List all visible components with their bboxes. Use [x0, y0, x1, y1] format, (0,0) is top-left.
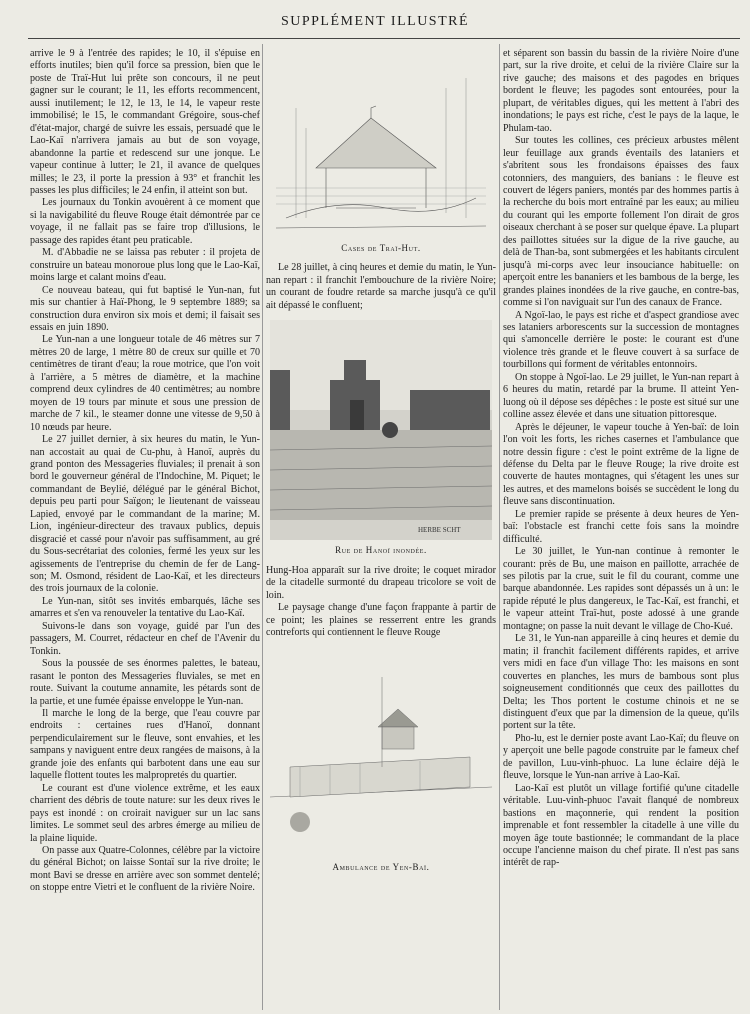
- paragraph: Le 27 juillet dernier, à six heures du matin, le Yun-nan accostait au quai de Cu-phu, à Hanoï, auprès du grand ponton des Messageries fluviales; il prenait à son bord le gouverneur général de l'Indochine, M. Piquet; le commandant de Beylié, délégué par le général Bichot, depuis peu parti pour Saïgon; le lieutenant de vaisseau Lapied, envoyé par le commandant de la marine; M. Lion, ingénieur-directeur des travaux publics, depuis disgracié et cassé pour n'avoir pas suffisamment, au gré du Sous-secrétariat des colonies, fermé les yeux sur les agissements de l'entreprise du chemin de fer de Lang-son; M. Osmond, résident de Lao-Kaï, et les directeurs des trois journaux de la colonie.: [30, 434, 260, 595]
- paragraph: Ce nouveau bateau, qui fut baptisé le Yun-nan, fut mis sur chantier à Haï-Phong, le 9 septembre 1889; sa construction dura environ six mois et demi; il faisait ses essais en juin 1890.: [30, 284, 260, 333]
- paragraph: Il marche le long de la berge, que l'eau couvre par endroits : certaines rues d'Hanoï, donnant perpendiculairement sur le fleuve, sont envahies, et les sampans y naviguent entre deux rangées de maisons, à la grande joie des enfants qui barbotent dans une eau sur laquelle flottent toutes les malpropretés du quartier.: [30, 708, 260, 782]
- paragraph: Après le déjeuner, le vapeur touche à Yen-baï: de loin l'on voit les forts, les riches casernes et l'ambulance que notre dessin figure : c'est le point extrême de la ligne de défense du Delta par le fleuve Rouge; la rive droite est couverte de hautes montagnes, qui s'étagent les unes sur les autres, et des mamelons boisés se succèdent le long du fleuve sans discontinuation.: [503, 421, 739, 508]
- paragraph: Le 31, le Yun-nan appareille à cinq heures et demie du matin; il franchit facilement différents rapides, et arrive vers midi en face d'un village Tho: les maisons en sont couvertes en planches, les murs de bambous sont plus soigneusement conditionnés que ceux des paillottes du Delta; les Thos portent le costume chinois et ne se distinguent d'eux que par la dimension de la queue, qu'ils portent sur la tête.: [503, 633, 739, 732]
- right-column: [503, 48, 739, 1008]
- paragraph: Le Yun-nan, sitôt ses invités embarqués, lâche ses amarres et s'en va renouveler la tentative du Lao-Kaï.: [30, 595, 260, 620]
- illustration-cases-trai-hut: [276, 48, 486, 238]
- paragraph: Le 28 juillet, à cinq heures et demie du matin, le Yun-nan repart : il franchit l'embouchure de la rivière Noire; un courant de foudre retarde sa marche jusqu'à ce qu'il ait dépassé le confluent;: [266, 262, 496, 311]
- paragraph: arrive le 9 à l'entrée des rapides; le 10, il s'épuise en efforts inutiles; bien qu'il force sa pression, bien que le poste de Traï-Hut lui prête son concours, il ne peut gagner sur le courant; le 11, les efforts recommencent, aussi inutilement; le 12, le 13, le 14, le vapeur reste immobilisé; le 15, le commandant Grégoire, sous-chef d'état-major, chargé de suivre les essais, persuadé que le Lao-Kaï n'arrivera jamais au but de son voyage, abandonne la partie et redescend sur une jonque. Le vapeur continue à lutter; le 21, il avance de quelques milles; le 23, il porte la pression à 93° et franchit les passes les plus difficiles; le 24 enfin, il atteint son but.: [30, 48, 260, 196]
- paragraph: Sur toutes les collines, ces précieux arbustes mêlent leur feuillage aux grands éventails des lataniers et s'abritent sous les frondaisons épaisses des faux cotonniers, des manguiers, des banians : le fleuve est couvert de légers paniers, montés par des hommes partis à la recherche du bois mort entraîné par les eaux; au milieu du courant qui les emporte follement l'on dirait de gros oiseaux cherchant à se poser sur quelque épave. La plupart des paillottes situées sur la digue de la rive gauche, au delà de Than-ba, sont submergées et les habitants circulent jusqu'à mi-corps avec leur insouciance habituelle: on aperçoit entre les bananiers et les bambous de la berge, les grandes plaines inondées de la rive gauche, en contre-bas, comme si l'on naviguait sur l'un des canaux de France.: [503, 135, 739, 309]
- paragraph: Suivons-le dans son voyage, guidé par l'un des passagers, M. Courret, rédacteur en chef de l'Avenir du Tonkin.: [30, 620, 260, 657]
- paragraph: Le 30 juillet, le Yun-nan continue à remonter le courant: près de Bu, une maison en paillotte, arrachée de ses pilotis par la crue, suit le fil du courant, comme une barque abandonnée. Les rapides sont dépassés un à un: le rapide réputé le plus dangereux, le Tac-Kaï, est franchi, et le vapeur atteint Traï-hut, poste adossé à une grande montagne; on passe la nuit devant le village de Cho-Kué.: [503, 546, 739, 632]
- paragraph: Le courant est d'une violence extrême, et les eaux charrient des débris de toute nature: sur les deux rives le pays est inondé : on croirait naviguer sur un lac sans limites. Le sommet seul des arbres émerge au milieu de la plaine liquide.: [30, 782, 260, 844]
- paragraph: Pho-lu, est le dernier poste avant Lao-Kaï; du fleuve on y aperçoit une belle pagode construite par le fameux chef de pavillon, Luu-vinh-phuoc. La lune éclaire déjà le fleuve, lorsque le Yun-nan arrive à Lao-Kaï.: [503, 732, 739, 782]
- column-rule-right: [499, 44, 500, 1010]
- paragraph: A Ngoï-lao, le pays est riche et d'aspect grandiose avec ses lataniers arborescents sur la succession de montagnes qui s'amoncelle derrière le poste: le courant est d'une violence très grande et le fleuve couvert à sa surface de tourbillons qui forment de véritables entonnoirs.: [503, 309, 739, 371]
- paragraph: Le premier rapide se présente à deux heures de Yen-baï: l'obstacle est franchi cette fois sans la moindre difficulté.: [503, 508, 739, 545]
- header-rule: [28, 38, 740, 39]
- paragraph: On stoppe à Ngoï-lao. Le 29 juillet, le Yun-nan repart à 6 heures du matin, retardé par la brume. Il atteint Yen-luong où il dépose ses dépêches : le poste est situé sur une colline assez élevée et dans une situation pittoresque.: [503, 371, 739, 421]
- illustration-signature: HERBE SCHT: [418, 526, 461, 535]
- caption: Cases de Traï-Hut.: [341, 243, 421, 253]
- paragraph: M. d'Abbadie ne se laissa pas rebuter : il projeta de construire un bateau monoroue plus long que le Lao-Kaï, moins large et calant moins d'eau.: [30, 247, 260, 284]
- left-column: [30, 48, 260, 1008]
- paragraph: Les journaux du Tonkin avouèrent à ce moment que si la navigabilité du fleuve Rouge était démontrée par ce voyage, il ne fallait pas se faire trop d'illusions, le passage des rapides étant peu praticable.: [30, 197, 260, 246]
- illustration-rue-hanoi: [270, 320, 492, 540]
- paragraph: Le Yun-nan a une longueur totale de 46 mètres sur 7 mètres 20 de large, 1 mètre 80 de creux sur quille et 70 centimètres de tirant d'eau; la roue motrice, que l'on voit à l'arrière, a 5 mètres de diamètre, et la machine comprend deux cylindres de 40 centimètres; au nombre moyen de 19 tours par minute et sous une pression de marche de 7 kil., le steamer donne une vitesse de 9,50 à 10 nœuds par heure.: [30, 334, 260, 433]
- paragraph: On passe aux Quatre-Colonnes, célèbre par la victoire du général Bichot; on laisse Sontaï sur la rive droite; le mont Bavi se dresse en arrière avec son sommet dentelé; on stoppe entre Vietri et le confluent de la rivière Noire.: [30, 845, 260, 894]
- middle-column: [266, 48, 496, 1008]
- paragraph: Lao-Kaï est plutôt un village fortifié qu'une citadelle véritable. Luu-vinh-phuoc l'avait flanqué de nombreux bastions en maçonnerie, qui rendent la position imprenable et font ressembler la citadelle à une ville du moyen âge toute bastionnée; le commandant de la place occupe l'ancienne maison du chef pirate. Il n'est pas sans intérêt de rap-: [503, 782, 739, 869]
- paragraph: Sous la poussée de ses énormes palettes, le bateau, rasant le ponton des Messageries fluviales, se met en route. Suivant la coutume annamite, les pétards sont de la partie, et une fumée épaisse enveloppe le Yun-nan.: [30, 658, 260, 707]
- caption: Rue de Hanoï inondée.: [335, 545, 427, 556]
- page-header: SUPPLÉMENT ILLUSTRÉ: [280, 14, 470, 29]
- column-rule-left: [262, 44, 263, 1010]
- paragraph: et séparent son bassin du bassin de la rivière Noire d'une part, sur la rive droite, et celui de la rivière Claire sur la rive gauche; des maisons et des pagodes en briques bordent le fleuve; les pagodes sont entourées, pour la plupart, de véritables digues, qui les mettent à l'abri des inondations; le pays est riche, c'est le pays de la laque, le Phulam-tao.: [503, 48, 739, 134]
- paragraph: Hung-Hoa apparaît sur la rive droite; le coquet mirador de la citadelle surmonté du drapeau tricolore se voit de loin.: [266, 564, 496, 601]
- paragraph: Le paysage change d'une façon frappante à partir de ce point; les plaines se resserrent entre les grands contreforts qui contiennent le fleuve Rouge: [266, 602, 496, 638]
- caption: Ambulance de Yen-Baï.: [332, 862, 430, 873]
- illustration-ambulance-yen-bai: [270, 647, 492, 857]
